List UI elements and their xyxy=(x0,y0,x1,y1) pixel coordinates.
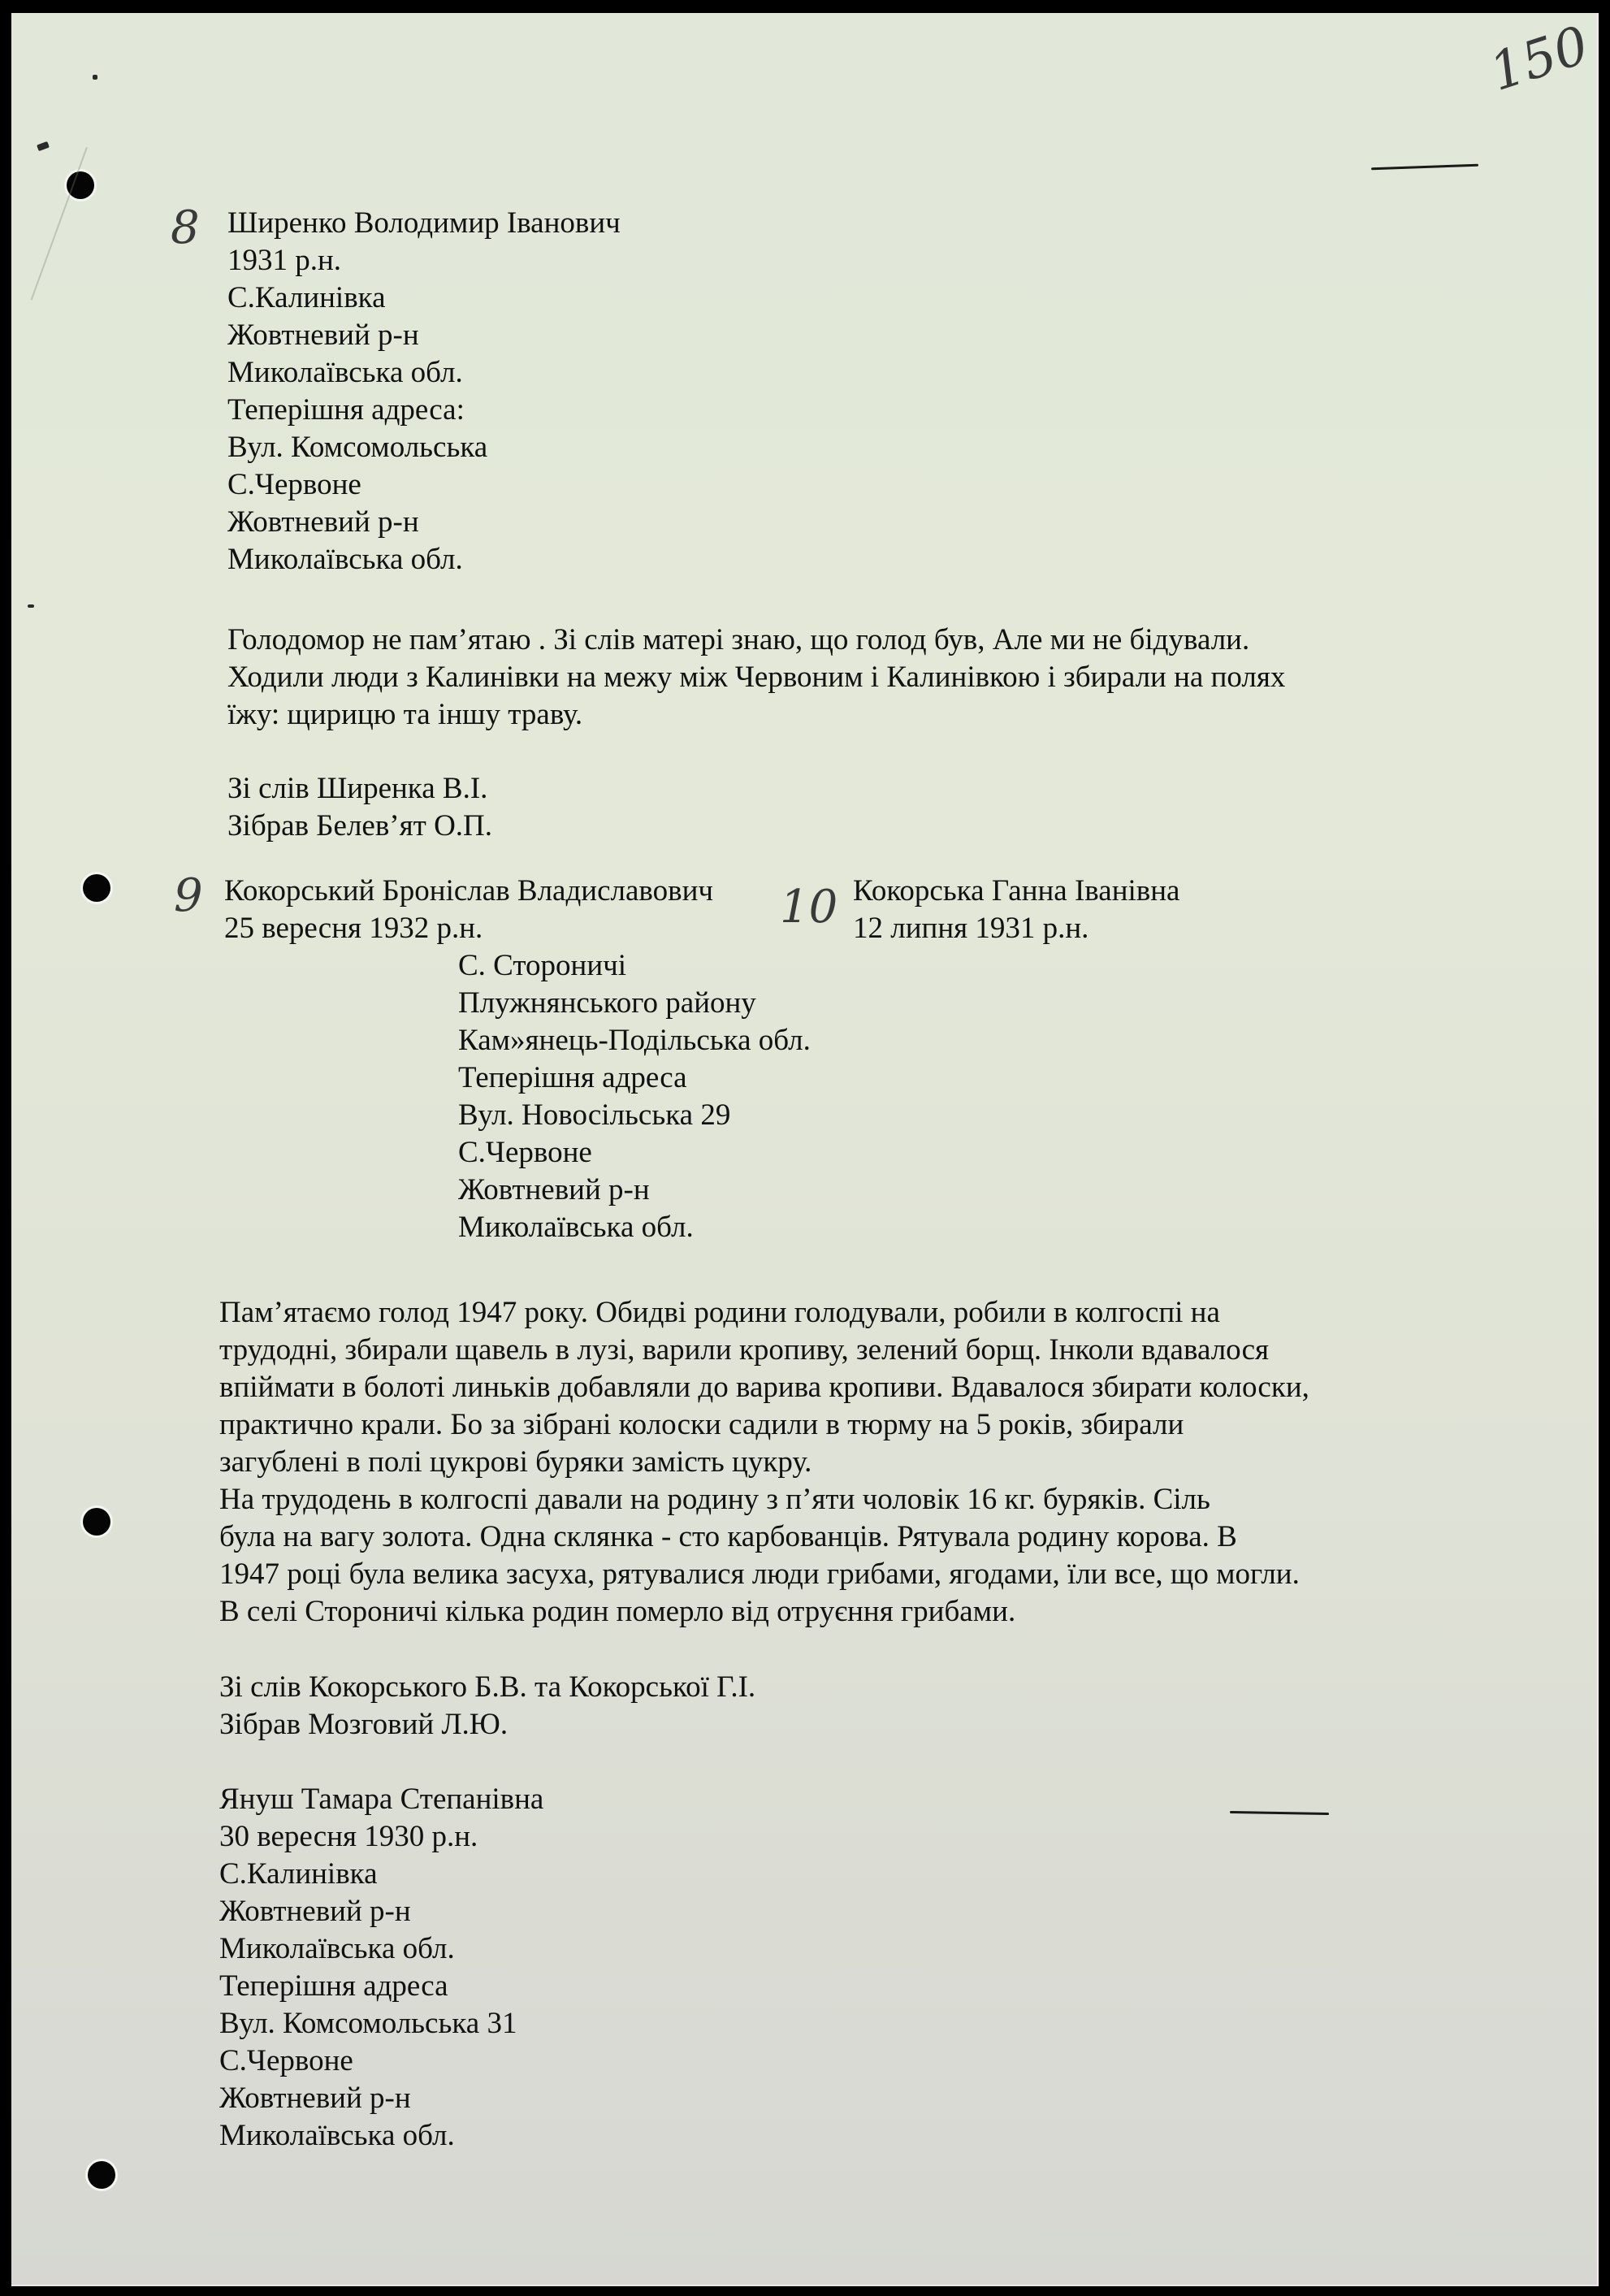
handwritten-dash xyxy=(1371,164,1478,171)
address-line: Вул. Комсомольська xyxy=(227,431,488,464)
testimony-line: Ходили люди з Калинівки на межу між Червоним і Калинівкою і збирали на полях xyxy=(227,661,1286,694)
scan-speck xyxy=(93,75,97,80)
source-line: Зі слів Кокорського Б.В. та Кокорської Г.І. xyxy=(219,1670,756,1704)
testimony-paragraph xyxy=(219,1294,1487,1631)
punch-hole-2 xyxy=(83,874,110,902)
address-line: С.Калинівка xyxy=(219,1857,378,1891)
testimony-line: впіймати в болоті линьків добавляли до варива кропиви. Вдавалося збирати колоски, xyxy=(219,1371,1309,1404)
testimony-line: загублені в полі цукрові буряки замість цукру. xyxy=(219,1445,812,1479)
collector-line: Зібрав Мозговий Л.Ю. xyxy=(219,1708,509,1741)
person-name: Кокорський Броніслав Владиславович xyxy=(224,874,714,908)
address-line: Жовтневий р-н xyxy=(219,1895,411,1928)
person-name: Януш Тамара Степанівна xyxy=(219,1783,544,1816)
birth-date: 12 липня 1931 р.н. xyxy=(853,912,1089,945)
address-line: С.Червоне xyxy=(227,468,361,501)
testimony-line: трудодні, збирали щавель в лузі, варили кропиву, зелений борщ. Інколи вдавалося xyxy=(219,1333,1270,1367)
address-line: Плужнянського району xyxy=(458,986,756,1020)
address-line: Жовтневий р-н xyxy=(458,1173,650,1206)
address-line: Вул. Новосільська 29 xyxy=(458,1098,731,1132)
testimony-line: практично крали. Бо за зібрані колоски садили в тюрму на 5 років, збирали xyxy=(219,1408,1184,1441)
testimony-line: 1947 році була велика засуха, рятувалися люди грибами, ягодами, їли все, що могли. xyxy=(219,1557,1300,1591)
punch-hole-3 xyxy=(83,1508,110,1536)
testimony-line: Пам’ятаємо голод 1947 року. Обидві родини голодували, робили в колгоспі на xyxy=(219,1296,1220,1329)
testimony-line: їжу: щирицю та іншу траву. xyxy=(227,698,583,731)
address-line: Миколаївська обл. xyxy=(458,1211,694,1244)
testimony-paragraph xyxy=(227,622,1478,734)
testimony-line: була на вагу золота. Одна склянка - сто карбованців. Рятувала родину корова. В xyxy=(219,1520,1237,1553)
address-line: Миколаївська обл. xyxy=(227,356,463,389)
paper-crease xyxy=(31,147,88,301)
shared-address xyxy=(458,947,811,1246)
testimony-line: В селі Стороничі кілька родин померло від отруєння грибами. xyxy=(219,1595,1016,1628)
address-line: С.Калинівка xyxy=(227,281,386,314)
entry-header xyxy=(227,205,621,578)
address-label: Теперішня адреса xyxy=(458,1061,687,1094)
address-line: Миколаївська обл. xyxy=(227,543,463,576)
address-line: Миколаївська обл. xyxy=(219,1932,455,1965)
address-line: С.Червоне xyxy=(458,1136,592,1169)
handwritten-entry-number: 9 xyxy=(174,869,203,922)
birth-date: 30 вересня 1930 р.н. xyxy=(219,1820,478,1853)
address-line: Миколаївська обл. xyxy=(219,2119,455,2152)
address-label: Теперішня адреса xyxy=(219,1969,448,2003)
source-attribution xyxy=(227,770,492,845)
punch-hole-1 xyxy=(67,171,94,199)
person-b xyxy=(853,873,1179,947)
person-name: Кокорська Ганна Іванівна xyxy=(853,874,1180,908)
scan-speck xyxy=(37,141,50,151)
handwritten-entry-number: 8 xyxy=(171,201,200,254)
collector-line: Зібрав Белев’ят О.П. xyxy=(227,809,493,843)
address-line: Жовтневий р-н xyxy=(227,318,419,352)
entry-header xyxy=(219,1781,543,2155)
source-attribution xyxy=(219,1669,755,1744)
person-a xyxy=(224,873,713,947)
address-line: Жовтневий р-н xyxy=(227,505,419,539)
testimony-line: На трудодень в колгоспі давали на родину з п’яти чоловік 16 кг. буряків. Сіль xyxy=(219,1483,1210,1516)
punch-hole-4 xyxy=(88,2161,115,2189)
person-name: Ширенко Володимир Іванович xyxy=(227,206,621,240)
birth-date: 25 вересня 1932 р.н. xyxy=(224,912,483,945)
address-line: С.Червоне xyxy=(219,2044,353,2077)
handwritten-dash xyxy=(1230,1811,1329,1815)
address-line: С. Стороничі xyxy=(458,949,627,982)
document-page xyxy=(11,13,1599,2286)
handwritten-page-number: 150 xyxy=(1482,15,1596,104)
testimony-line: Голодомор не пам’ятаю . Зі слів матері знаю, що голод був, Але ми не бідували. xyxy=(227,623,1250,656)
address-label: Теперішня адреса: xyxy=(227,393,465,427)
address-line: Жовтневий р-н xyxy=(219,2082,411,2115)
source-line: Зі слів Ширенка В.І. xyxy=(227,772,488,805)
address-line: Кам»янець-Подільська обл. xyxy=(458,1024,811,1057)
scan-speck xyxy=(28,604,34,608)
address-line: Вул. Комсомольська 31 xyxy=(219,2007,517,2040)
handwritten-entry-number: 10 xyxy=(780,881,838,934)
birth-year: 1931 р.н. xyxy=(227,244,342,277)
